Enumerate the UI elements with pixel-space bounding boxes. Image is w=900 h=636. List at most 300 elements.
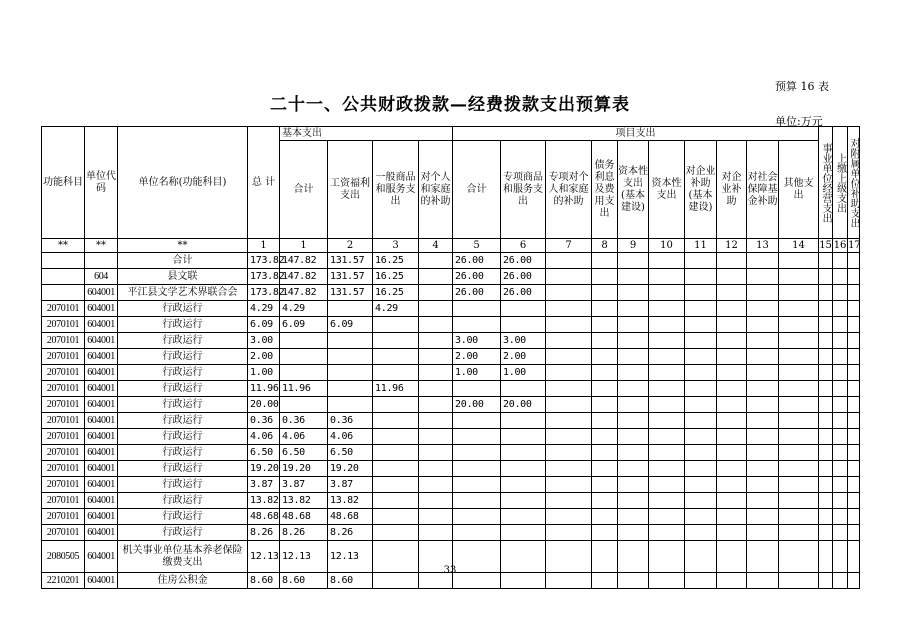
cell-empty bbox=[848, 301, 860, 317]
cell-empty bbox=[546, 365, 592, 381]
col-proj-capital-build: 资本性支出(基本建设) bbox=[618, 141, 649, 239]
cell-empty bbox=[833, 461, 848, 477]
cell-empty bbox=[747, 285, 779, 301]
table-body bbox=[42, 253, 860, 589]
cell-value bbox=[453, 317, 501, 333]
cell-value bbox=[501, 493, 546, 509]
cell-value: 13.82 bbox=[248, 493, 280, 509]
cell-value bbox=[373, 365, 419, 381]
cell-empty bbox=[779, 397, 819, 413]
cell-empty bbox=[833, 429, 848, 445]
col-proj-goods: 专项商品和服务支出 bbox=[501, 141, 546, 239]
cell-empty bbox=[717, 429, 747, 445]
cell-empty bbox=[819, 365, 833, 381]
cell-empty bbox=[419, 477, 453, 493]
cell-empty bbox=[833, 509, 848, 525]
cell-value bbox=[373, 509, 419, 525]
cell-empty bbox=[419, 397, 453, 413]
cell-empty bbox=[685, 285, 717, 301]
cell-empty bbox=[833, 253, 848, 269]
cell-unit-code: 604001 bbox=[85, 333, 118, 349]
cell-value: 13.82 bbox=[280, 493, 328, 509]
cell-empty bbox=[848, 445, 860, 461]
cell-func-code: 2070101 bbox=[42, 429, 85, 445]
col-proj-ent: 对企业补助 bbox=[717, 141, 747, 239]
cell-empty bbox=[546, 253, 592, 269]
cell-empty bbox=[747, 365, 779, 381]
col-proj-family: 专项对个人和家庭的补助 bbox=[546, 141, 592, 239]
cell-unit-name: 行政运行 bbox=[118, 317, 248, 333]
cell-empty bbox=[649, 397, 685, 413]
cell-empty bbox=[848, 509, 860, 525]
cell-empty bbox=[848, 477, 860, 493]
cell-value bbox=[453, 461, 501, 477]
cell-empty bbox=[592, 413, 618, 429]
col-total: 总 计 bbox=[248, 127, 280, 239]
page-title: 二十一、公共财政拨款—经费拨款支出预算表 bbox=[270, 95, 630, 115]
cell-empty bbox=[819, 317, 833, 333]
cell-unit-name: 行政运行 bbox=[118, 349, 248, 365]
group-basic-expense: 基本支出 bbox=[280, 127, 453, 141]
cell-unit-name: 行政运行 bbox=[118, 509, 248, 525]
cell-empty bbox=[848, 333, 860, 349]
cell-value bbox=[328, 365, 373, 381]
cell-func-code bbox=[42, 285, 85, 301]
cell-unit-code: 604001 bbox=[85, 477, 118, 493]
cell-value: 16.25 bbox=[373, 253, 419, 269]
cell-empty bbox=[833, 269, 848, 285]
table-row bbox=[42, 493, 860, 509]
cell-empty bbox=[419, 317, 453, 333]
cell-value: 173.82 bbox=[248, 285, 280, 301]
cell-empty bbox=[649, 365, 685, 381]
cell-empty bbox=[685, 317, 717, 333]
cell-empty bbox=[833, 365, 848, 381]
cell-value bbox=[373, 429, 419, 445]
cell-empty bbox=[546, 461, 592, 477]
cell-empty bbox=[717, 253, 747, 269]
cell-unit-code: 604001 bbox=[85, 285, 118, 301]
cell-empty bbox=[779, 477, 819, 493]
cell-empty bbox=[618, 349, 649, 365]
cell-value: 8.26 bbox=[280, 525, 328, 541]
cell-empty bbox=[419, 525, 453, 541]
cell-empty bbox=[819, 269, 833, 285]
table-row bbox=[42, 349, 860, 365]
cell-func-code: 2070101 bbox=[42, 477, 85, 493]
cell-empty bbox=[419, 333, 453, 349]
cell-value: 4.29 bbox=[373, 301, 419, 317]
cell-value: 26.00 bbox=[453, 285, 501, 301]
cell-value: 2.00 bbox=[453, 349, 501, 365]
cell-value: 20.00 bbox=[453, 397, 501, 413]
col-proj-capital: 资本性支出 bbox=[649, 141, 685, 239]
column-number: 1 bbox=[280, 239, 328, 253]
cell-value bbox=[453, 429, 501, 445]
cell-empty bbox=[848, 381, 860, 397]
cell-empty bbox=[546, 493, 592, 509]
cell-empty bbox=[419, 301, 453, 317]
cell-empty bbox=[848, 253, 860, 269]
column-number: 15 bbox=[819, 239, 832, 251]
cell-empty bbox=[779, 365, 819, 381]
cell-value: 19.20 bbox=[328, 461, 373, 477]
cell-value bbox=[373, 333, 419, 349]
table-row bbox=[42, 333, 860, 349]
cell-empty bbox=[717, 285, 747, 301]
cell-unit-code: 604001 bbox=[85, 525, 118, 541]
cell-empty bbox=[685, 333, 717, 349]
cell-func-code: 2070101 bbox=[42, 461, 85, 477]
cell-empty bbox=[592, 381, 618, 397]
cell-value bbox=[373, 397, 419, 413]
cell-empty bbox=[833, 301, 848, 317]
cell-empty bbox=[649, 509, 685, 525]
cell-value: 48.68 bbox=[248, 509, 280, 525]
table-row bbox=[42, 413, 860, 429]
cell-unit-name: 行政运行 bbox=[118, 333, 248, 349]
cell-empty bbox=[592, 445, 618, 461]
cell-unit-code: 604001 bbox=[85, 573, 118, 589]
col-unit-code: 单位代码 bbox=[85, 127, 118, 239]
table-row bbox=[42, 445, 860, 461]
cell-value bbox=[280, 349, 328, 365]
cell-empty bbox=[618, 477, 649, 493]
cell-value: 6.09 bbox=[248, 317, 280, 333]
col-basic-wage: 工资福利支出 bbox=[328, 141, 373, 239]
cell-value: 19.20 bbox=[248, 461, 280, 477]
cell-value: 131.57 bbox=[328, 253, 373, 269]
cell-empty bbox=[618, 365, 649, 381]
table-row bbox=[42, 397, 860, 413]
cell-value bbox=[501, 461, 546, 477]
unit-label: 单位:万元 bbox=[775, 115, 823, 128]
column-number: ** bbox=[42, 239, 85, 253]
cell-empty bbox=[685, 365, 717, 381]
cell-empty bbox=[685, 349, 717, 365]
cell-unit-code: 604001 bbox=[85, 365, 118, 381]
page-number: 33 bbox=[443, 565, 457, 576]
cell-value: 4.06 bbox=[280, 429, 328, 445]
cell-empty bbox=[819, 477, 833, 493]
table-row bbox=[42, 525, 860, 541]
cell-empty bbox=[592, 429, 618, 445]
cell-empty bbox=[848, 285, 860, 301]
cell-value bbox=[501, 301, 546, 317]
column-number: 13 bbox=[747, 239, 779, 253]
cell-value: 20.00 bbox=[248, 397, 280, 413]
table-row bbox=[42, 429, 860, 445]
cell-empty bbox=[649, 381, 685, 397]
cell-empty bbox=[779, 461, 819, 477]
column-number: 8 bbox=[592, 239, 618, 253]
cell-func-code bbox=[42, 269, 85, 285]
cell-value bbox=[328, 333, 373, 349]
cell-empty bbox=[592, 285, 618, 301]
col-proj-other: 其他支出 bbox=[779, 141, 819, 239]
cell-value bbox=[328, 381, 373, 397]
cell-empty bbox=[833, 349, 848, 365]
cell-empty bbox=[819, 285, 833, 301]
cell-value bbox=[501, 525, 546, 541]
table-row bbox=[42, 509, 860, 525]
cell-empty bbox=[819, 429, 833, 445]
cell-empty bbox=[649, 429, 685, 445]
cell-empty bbox=[685, 269, 717, 285]
cell-func-code: 2070101 bbox=[42, 349, 85, 365]
cell-empty bbox=[618, 413, 649, 429]
cell-empty bbox=[685, 301, 717, 317]
cell-func-code: 2070101 bbox=[42, 445, 85, 461]
cell-value: 8.60 bbox=[248, 573, 280, 589]
cell-empty bbox=[618, 493, 649, 509]
cell-value: 3.87 bbox=[328, 477, 373, 493]
cell-empty bbox=[819, 461, 833, 477]
cell-empty bbox=[685, 413, 717, 429]
cell-value: 2.00 bbox=[501, 349, 546, 365]
cell-empty bbox=[546, 317, 592, 333]
cell-empty bbox=[546, 269, 592, 285]
cell-empty bbox=[419, 429, 453, 445]
cell-empty bbox=[747, 349, 779, 365]
cell-empty bbox=[779, 285, 819, 301]
cell-empty bbox=[649, 269, 685, 285]
col-func-code: 功能科目 bbox=[42, 127, 85, 239]
cell-unit-code: 604001 bbox=[85, 509, 118, 525]
cell-unit-name: 行政运行 bbox=[118, 301, 248, 317]
cell-value: 6.09 bbox=[328, 317, 373, 333]
cell-value bbox=[280, 365, 328, 381]
cell-empty bbox=[819, 253, 833, 269]
cell-value: 12.13 bbox=[280, 541, 328, 573]
cell-empty bbox=[779, 445, 819, 461]
cell-unit-code: 604001 bbox=[85, 493, 118, 509]
cell-unit-name: 合计 bbox=[118, 253, 248, 269]
cell-value: 3.87 bbox=[280, 477, 328, 493]
cell-empty bbox=[546, 381, 592, 397]
cell-empty bbox=[833, 317, 848, 333]
cell-empty bbox=[747, 509, 779, 525]
cell-value bbox=[373, 461, 419, 477]
cell-value bbox=[373, 493, 419, 509]
cell-unit-name: 平江县文学艺术界联合会 bbox=[118, 285, 248, 301]
column-number: 7 bbox=[546, 239, 592, 253]
column-number-row bbox=[42, 239, 860, 253]
cell-empty bbox=[649, 413, 685, 429]
cell-empty bbox=[649, 493, 685, 509]
cell-empty bbox=[819, 525, 833, 541]
cell-unit-code: 604001 bbox=[85, 429, 118, 445]
cell-empty bbox=[419, 493, 453, 509]
column-number: 3 bbox=[373, 239, 419, 253]
cell-empty bbox=[546, 525, 592, 541]
cell-empty bbox=[717, 525, 747, 541]
cell-func-code: 2070101 bbox=[42, 381, 85, 397]
cell-empty bbox=[779, 525, 819, 541]
cell-value: 4.06 bbox=[248, 429, 280, 445]
cell-value bbox=[453, 381, 501, 397]
cell-empty bbox=[717, 509, 747, 525]
col-basic-sum: 合计 bbox=[280, 141, 328, 239]
col-basic-goods: 一般商品和服务支出 bbox=[373, 141, 419, 239]
table-row bbox=[42, 253, 860, 269]
cell-empty bbox=[649, 301, 685, 317]
col-subsidy: 对附属单位补助支出 bbox=[848, 127, 860, 239]
cell-value: 16.25 bbox=[373, 285, 419, 301]
cell-value: 0.36 bbox=[248, 413, 280, 429]
cell-func-code: 2070101 bbox=[42, 509, 85, 525]
cell-empty bbox=[546, 285, 592, 301]
cell-empty bbox=[833, 477, 848, 493]
cell-value: 147.82 bbox=[280, 253, 328, 269]
cell-value: 6.50 bbox=[248, 445, 280, 461]
cell-value bbox=[280, 397, 328, 413]
cell-value bbox=[501, 413, 546, 429]
column-number: 4 bbox=[419, 239, 453, 253]
cell-value: 12.13 bbox=[248, 541, 280, 573]
cell-empty bbox=[649, 461, 685, 477]
cell-value: 6.09 bbox=[280, 317, 328, 333]
cell-empty bbox=[819, 493, 833, 509]
cell-empty bbox=[546, 397, 592, 413]
cell-value: 2.00 bbox=[248, 349, 280, 365]
cell-empty bbox=[717, 381, 747, 397]
cell-value: 1.00 bbox=[501, 365, 546, 381]
cell-empty bbox=[819, 301, 833, 317]
cell-empty bbox=[779, 349, 819, 365]
cell-unit-name: 行政运行 bbox=[118, 461, 248, 477]
cell-empty bbox=[717, 317, 747, 333]
cell-unit-code: 604001 bbox=[85, 301, 118, 317]
cell-value bbox=[373, 317, 419, 333]
col-proj-debt: 债务利息及费用支出 bbox=[592, 141, 618, 239]
cell-value bbox=[453, 525, 501, 541]
cell-empty bbox=[685, 525, 717, 541]
cell-empty bbox=[419, 285, 453, 301]
cell-empty bbox=[779, 253, 819, 269]
cell-empty bbox=[779, 301, 819, 317]
cell-empty bbox=[649, 349, 685, 365]
cell-value: 4.06 bbox=[328, 429, 373, 445]
cell-empty bbox=[649, 285, 685, 301]
cell-empty bbox=[618, 269, 649, 285]
cell-value: 3.00 bbox=[501, 333, 546, 349]
cell-empty bbox=[685, 477, 717, 493]
cell-empty bbox=[833, 445, 848, 461]
cell-empty bbox=[419, 461, 453, 477]
cell-unit-name: 行政运行 bbox=[118, 413, 248, 429]
cell-empty bbox=[592, 365, 618, 381]
cell-func-code bbox=[42, 253, 85, 269]
cell-value: 0.36 bbox=[328, 413, 373, 429]
cell-value bbox=[501, 509, 546, 525]
cell-empty bbox=[747, 317, 779, 333]
cell-empty bbox=[592, 317, 618, 333]
cell-unit-name: 县文联 bbox=[118, 269, 248, 285]
cell-empty bbox=[685, 509, 717, 525]
cell-empty bbox=[419, 349, 453, 365]
cell-value bbox=[501, 381, 546, 397]
cell-empty bbox=[685, 397, 717, 413]
cell-unit-code: 604 bbox=[85, 269, 118, 285]
cell-value: 1.00 bbox=[248, 365, 280, 381]
cell-empty bbox=[833, 413, 848, 429]
cell-empty bbox=[592, 397, 618, 413]
cell-value: 16.25 bbox=[373, 269, 419, 285]
col-proj-social: 对社会保障基金补助 bbox=[747, 141, 779, 239]
cell-empty bbox=[848, 493, 860, 509]
cell-empty bbox=[419, 445, 453, 461]
cell-empty bbox=[419, 253, 453, 269]
cell-value bbox=[373, 349, 419, 365]
cell-unit-code: 604001 bbox=[85, 397, 118, 413]
cell-func-code: 2070101 bbox=[42, 493, 85, 509]
cell-unit-name: 行政运行 bbox=[118, 445, 248, 461]
table-row bbox=[42, 365, 860, 381]
cell-func-code: 2210201 bbox=[42, 573, 85, 589]
cell-empty bbox=[618, 461, 649, 477]
cell-empty bbox=[779, 269, 819, 285]
cell-empty bbox=[717, 477, 747, 493]
cell-value: 26.00 bbox=[453, 269, 501, 285]
cell-value: 26.00 bbox=[501, 285, 546, 301]
cell-empty bbox=[717, 445, 747, 461]
group-project-expense: 项目支出 bbox=[453, 127, 819, 141]
cell-empty bbox=[848, 429, 860, 445]
cell-empty bbox=[618, 333, 649, 349]
cell-func-code: 2070101 bbox=[42, 525, 85, 541]
cell-func-code: 2070101 bbox=[42, 301, 85, 317]
cell-unit-code: 604001 bbox=[85, 541, 118, 573]
cell-empty bbox=[419, 365, 453, 381]
cell-empty bbox=[685, 445, 717, 461]
cell-empty bbox=[685, 253, 717, 269]
cell-empty bbox=[592, 269, 618, 285]
cell-empty bbox=[717, 333, 747, 349]
cell-empty bbox=[546, 301, 592, 317]
cell-empty bbox=[618, 253, 649, 269]
column-number: 9 bbox=[618, 239, 649, 253]
cell-unit-name: 住房公积金 bbox=[118, 573, 248, 589]
cell-empty bbox=[592, 477, 618, 493]
column-number: 5 bbox=[453, 239, 501, 253]
cell-value: 13.82 bbox=[328, 493, 373, 509]
cell-func-code: 2080505 bbox=[42, 541, 85, 573]
cell-value: 11.96 bbox=[280, 381, 328, 397]
cell-unit-code bbox=[85, 253, 118, 269]
column-number: 2 bbox=[328, 239, 373, 253]
table-number-tag: 预算 16 表 bbox=[775, 80, 829, 93]
cell-empty bbox=[819, 413, 833, 429]
cell-empty bbox=[779, 333, 819, 349]
cell-unit-name: 行政运行 bbox=[118, 493, 248, 509]
cell-value: 11.96 bbox=[248, 381, 280, 397]
cell-empty bbox=[747, 445, 779, 461]
table-row bbox=[42, 285, 860, 301]
cell-value bbox=[453, 301, 501, 317]
cell-value bbox=[501, 445, 546, 461]
cell-empty bbox=[546, 413, 592, 429]
cell-empty bbox=[592, 253, 618, 269]
col-proj-ent-build: 对企业补助(基本建设) bbox=[685, 141, 717, 239]
cell-empty bbox=[833, 525, 848, 541]
cell-empty bbox=[618, 285, 649, 301]
table-row bbox=[42, 301, 860, 317]
cell-value: 147.82 bbox=[280, 269, 328, 285]
cell-empty bbox=[717, 397, 747, 413]
cell-empty bbox=[833, 285, 848, 301]
cell-empty bbox=[717, 301, 747, 317]
